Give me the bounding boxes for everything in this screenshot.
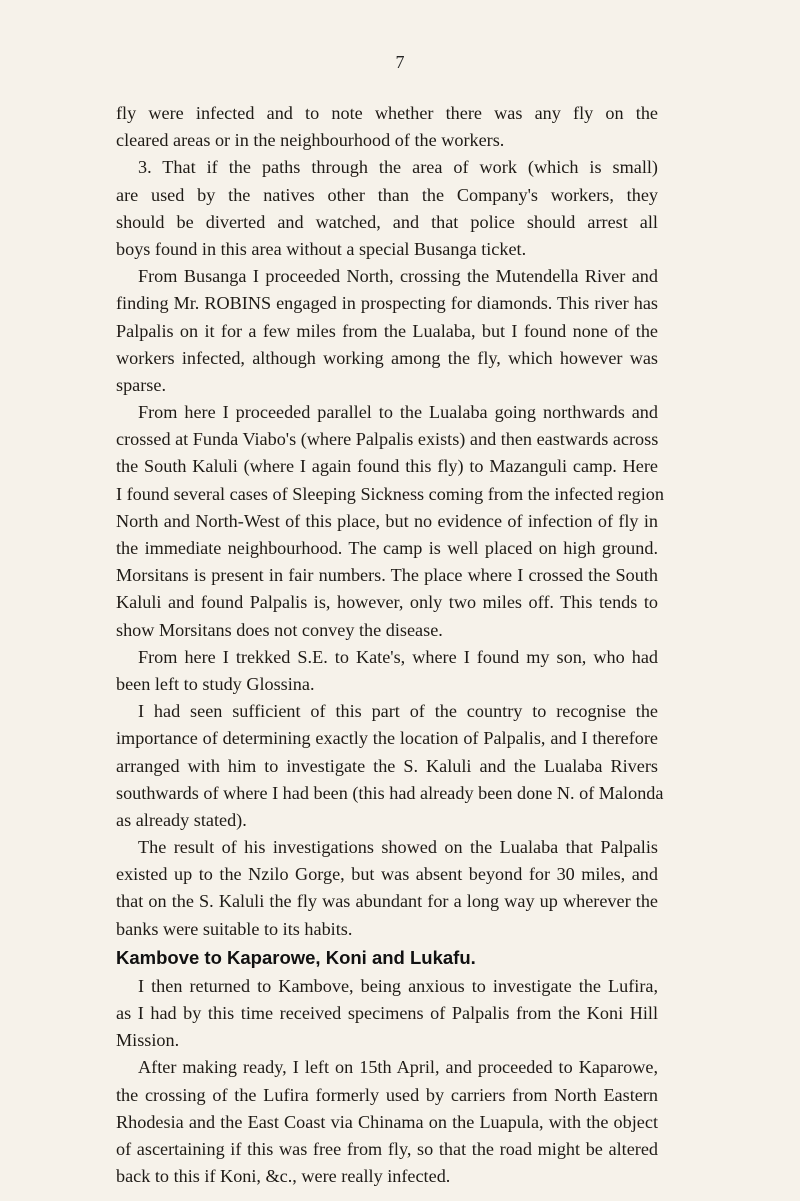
text-line: southwards of where I had been (this had already been done N. of Malonda [116, 782, 664, 803]
text-line: of ascertaining if this was free from fly, so that the road might be altered [116, 1138, 658, 1159]
body-text [116, 100, 664, 1190]
text-line: From here I proceeded parallel to the Lualaba going northwards and [138, 402, 658, 423]
text-line: been left to study Glossina. [116, 673, 315, 694]
text-line: From here I trekked S.E. to Kate's, where I found my son, who had [138, 646, 658, 667]
text-line: banks were suitable to its habits. [116, 918, 353, 939]
text-line: finding Mr. ROBINS engaged in prospecting for diamonds. This river has [116, 293, 658, 314]
text-line: show Morsitans does not convey the disease. [116, 619, 443, 640]
text-line: Kaluli and found Palpalis is, however, only two miles off. This tends to [116, 592, 658, 613]
text-line: importance of determining exactly the location of Palpalis, and I therefore [116, 728, 658, 749]
text-line: existed up to the Nzilo Gorge, but was absent beyond for 30 miles, and [116, 864, 658, 885]
page-number: 7 [395, 52, 405, 72]
text-line: cleared areas or in the neighbourhood of the workers. [116, 130, 505, 151]
text-line: sparse. [116, 374, 166, 395]
text-line: The result of his investigations showed on the Lualaba that Palpalis [138, 837, 658, 858]
text-line: Palpalis on it for a few miles from the Lualaba, but I found none of the [116, 320, 658, 341]
text-line: as already stated). [116, 809, 247, 830]
text-line: the immediate neighbourhood. The camp is well placed on high ground. [116, 538, 658, 558]
text-line: back to this if Koni, &c., were really infected. [116, 1166, 451, 1187]
text-line: arranged with him to investigate the S. Kaluli and the Lualaba Rivers [116, 755, 658, 776]
section-heading: Kambove to Kaparowe, Koni and Lukafu. [116, 946, 476, 968]
text-line: workers infected, although working among the fly, which however was [116, 347, 658, 368]
text-line: boys found in this area without a special Busanga ticket. [116, 238, 527, 259]
text-line: that on the S. Kaluli the fly was abundant for a long way up wherever the [116, 891, 658, 912]
text-line: I then returned to Kambove, being anxious to investigate the Lufira, [138, 975, 658, 996]
text-line: should be diverted and watched, and that police should arrest all [116, 211, 658, 232]
text-line: the South Kaluli (where I again found this fly) to Mazanguli camp. Here [116, 456, 658, 477]
text-line: North and North-West of this place, but no evidence of infection of fly in [116, 510, 658, 531]
text-line: After making ready, I left on 15th April, and proceeded to Kaparowe, [138, 1057, 658, 1078]
text-line: are used by the natives other than the Company's workers, they [116, 184, 658, 205]
text-line: From Busanga I proceeded North, crossing the Mutendella River and [138, 266, 658, 287]
text-line: the crossing of the Lufira formerly used by carriers from North Eastern [116, 1084, 658, 1105]
text-line: as I had by this time received specimens of Palpalis from the Koni Hill [116, 1003, 658, 1023]
text-line: I had seen sufficient of this part of the country to recognise the [138, 701, 658, 722]
text-line: 3. That if the paths through the area of work (which is small) [138, 157, 658, 178]
text-line: Morsitans is present in fair numbers. The place where I crossed the South [116, 565, 658, 586]
text-line: crossed at Funda Viabo's (where Palpalis exists) and then eastwards across [116, 429, 659, 450]
text-line: Mission. [116, 1030, 180, 1051]
text-line: Rhodesia and the East Coast via Chinama on the Luapula, with the object [116, 1111, 658, 1132]
text-line: fly were infected and to note whether there was any fly on the [116, 103, 658, 123]
text-line: I found several cases of Sleeping Sickness coming from the infected region [116, 483, 664, 504]
